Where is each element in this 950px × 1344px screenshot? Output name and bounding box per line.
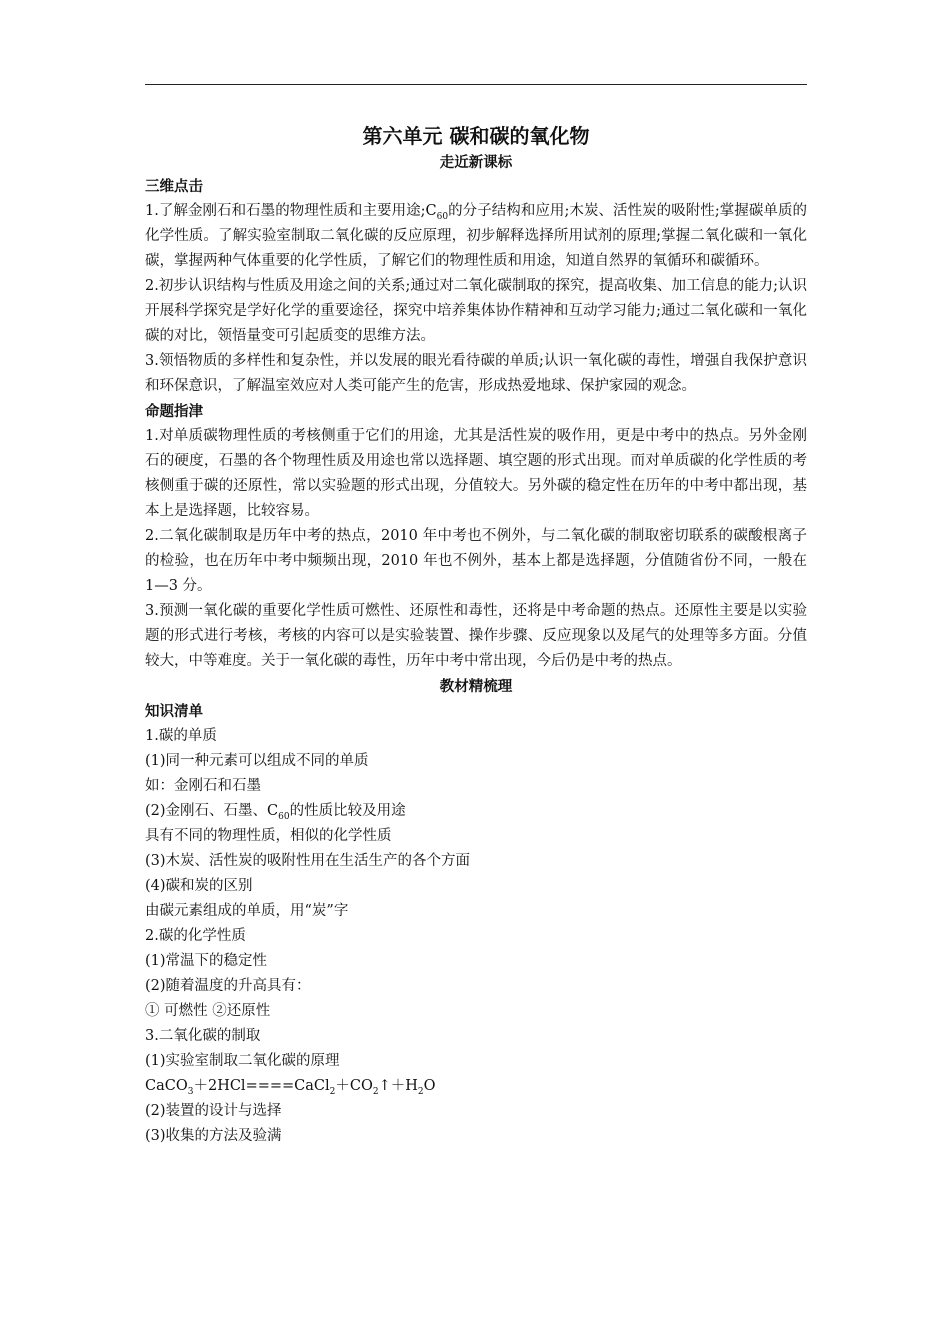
list-item: (2)装置的设计与选择 bbox=[145, 1103, 282, 1119]
paragraph bbox=[145, 199, 807, 274]
list-item bbox=[145, 799, 807, 824]
section-heading-textbook: 教材精梳理 bbox=[439, 678, 513, 695]
paragraph: 2.二氧化碳制取是历年中考的热点，2010 年中考也不例外，与二氧化碳的制取密切联系的碳酸根离子的检验，也在历年中考中频频出现，2010 年也不例外，基本上都是选择题，分值随省份不同，一般在 1—3 分。 bbox=[145, 528, 807, 594]
document-body bbox=[145, 120, 807, 1149]
text: ＋2HCl====CaCl bbox=[193, 1078, 330, 1094]
list-item: (3)收集的方法及验满 bbox=[145, 1128, 282, 1144]
paragraph: 1.对单质碳物理性质的考核侧重于它们的用途，尤其是活性炭的吸作用，更是中考中的热点。另外金刚石的硬度，石墨的各个物理性质及用途也常以选择题、填空题的形式出现。而对单质碳的化学性质的考核侧重于碳的还原性，常以实验题的形式出现，分值较大。另外碳的稳定性在历年的中考中都出现，基本上是选择题，比较容易。 bbox=[145, 428, 807, 519]
list-item: (4)碳和炭的区别 bbox=[145, 878, 253, 894]
text: (2)金刚石、石墨、C bbox=[145, 803, 279, 819]
list-item: (1)常温下的稳定性 bbox=[145, 953, 268, 969]
text: ＋CO bbox=[335, 1078, 373, 1094]
paragraph: 3.预测一氧化碳的重要化学性质可燃性、还原性和毒性，还将是中考命题的热点。还原性主要是以实验题的形式进行考核，考核的内容可以是实验装置、操作步骤、反应现象以及尾气的处理等多方面。分值较大，中等难度。关于一氧化碳的毒性，历年中考中常出现，今后仍是中考的热点。 bbox=[145, 603, 807, 669]
list-item: (2)随着温度的升高具有： bbox=[145, 978, 311, 994]
paragraph: 3.领悟物质的多样性和复杂性，并以发展的眼光看待碳的单质;认识一氧化碳的毒性，增强自我保护意识和环保意识，了解温室效应对人类可能产生的危害，形成热爱地球、保护家园的观念。 bbox=[145, 353, 807, 394]
list-item: 如：金刚石和石墨 bbox=[145, 778, 261, 794]
subscript: 60 bbox=[436, 211, 449, 222]
text: 的性质比较及用途 bbox=[289, 803, 406, 819]
text: 的分子结构和应用;木炭、活性炭的吸附性;掌握碳单质的化学性质。了解实验室制取二氧化碳的反应原理，初步解释选择所用试剂的原理;掌握二氧化碳和一氧化碳，掌握两种气体重要的化学性质，了解它们的物理性质和用途，知道自然界的氧循环和碳循环。 bbox=[145, 203, 807, 269]
section-heading-three-dim: 三维点击 bbox=[145, 178, 203, 195]
text: CaCO bbox=[145, 1078, 188, 1094]
section-heading-exam: 命题指津 bbox=[145, 403, 203, 420]
list-item: (3)木炭、活性炭的吸附性用在生活生产的各个方面 bbox=[145, 853, 471, 869]
list-item: 3.二氧化碳的制取 bbox=[145, 1028, 261, 1044]
section-heading-knowledge-list: 知识清单 bbox=[145, 703, 203, 720]
page-subtitle: 走近新课标 bbox=[439, 154, 513, 171]
list-item: ① 可燃性 ②还原性 bbox=[145, 1003, 271, 1019]
text: 1.了解金刚石和石墨的物理性质和主要用途;C bbox=[145, 203, 437, 219]
subscript: 3 bbox=[187, 1086, 194, 1097]
header-rule bbox=[145, 84, 807, 85]
subscript: 2 bbox=[417, 1086, 424, 1097]
chemical-equation bbox=[145, 1074, 807, 1099]
subscript: 2 bbox=[329, 1086, 336, 1097]
list-item: 由碳元素组成的单质，用“炭”字 bbox=[145, 903, 349, 919]
text: ↑＋H bbox=[378, 1078, 418, 1094]
page-title: 第六单元 碳和碳的氧化物 bbox=[362, 124, 590, 148]
list-item: (1)同一种元素可以组成不同的单质 bbox=[145, 753, 369, 769]
paragraph: 2.初步认识结构与性质及用途之间的关系;通过对二氧化碳制取的探究，提高收集、加工信息的能力;认识开展科学探究是学好化学的重要途径，探究中培养集体协作精神和互动学习能力;通过二氧化碳和一氧化碳的对比，领悟量变可引起质变的思维方法。 bbox=[145, 278, 807, 344]
subscript: 2 bbox=[372, 1086, 379, 1097]
list-item: (1)实验室制取二氧化碳的原理 bbox=[145, 1053, 340, 1069]
subscript: 60 bbox=[278, 811, 290, 822]
list-item: 2.碳的化学性质 bbox=[145, 928, 246, 944]
list-item: 1.碳的单质 bbox=[145, 728, 217, 744]
text: O bbox=[423, 1078, 436, 1094]
list-item: 具有不同的物理性质，相似的化学性质 bbox=[145, 828, 392, 844]
